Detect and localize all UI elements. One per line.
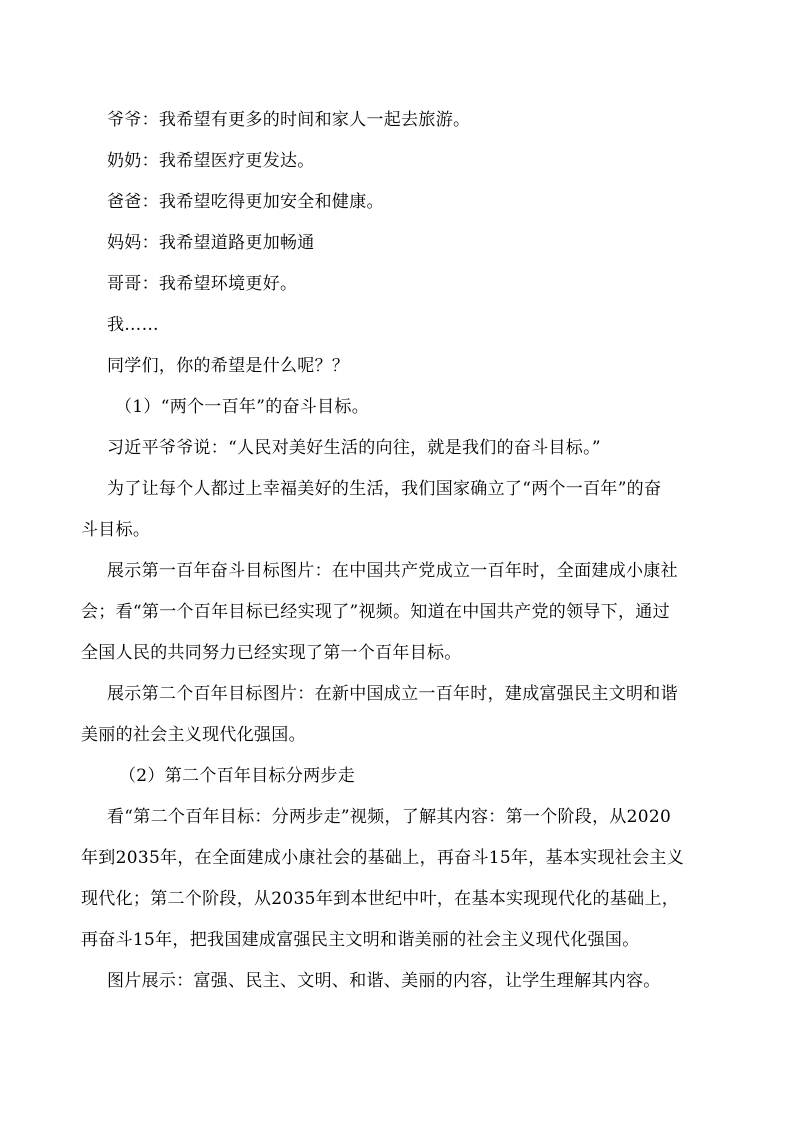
paragraph-4-line: 现代化；第二个阶段，从2035年到本世纪中叶，在基本实现现代化的基础上，	[81, 889, 680, 909]
dialogue-mom: 妈妈：我希望道路更加畅通	[107, 233, 315, 253]
section1-heading: （1）“两个一百年”的奋斗目标。	[115, 397, 369, 417]
paragraph-3-line: 展示第二个百年目标图片：在新中国成立一百年时，建成富强民主文明和谐	[107, 684, 678, 704]
paragraph-4-line: 年到2035年，在全面建成小康社会的基础上，再奋斗15年，基本实现社会主义	[81, 848, 684, 868]
question-text: 同学们，你的希望是什么呢？？	[107, 356, 350, 376]
section2-heading: （2）第二个百年目标分两步走	[119, 766, 356, 786]
paragraph-4-line: 再奋斗15年，把我国建成富强民主文明和谐美丽的社会主义现代化强国。	[81, 930, 640, 950]
dialogue-dad: 爸爸：我希望吃得更加安全和健康。	[107, 192, 384, 212]
paragraph-1-line: 为了让每个人都过上幸福美好的生活，我们国家确立了“两个一百年”的奋	[107, 479, 662, 499]
paragraph-1-line: 斗目标。	[81, 520, 151, 540]
paragraph-5: 图片展示：富强、民主、文明、和谐、美丽的内容，让学生理解其内容。	[107, 971, 661, 991]
dialogue-grandma: 奶奶：我希望医疗更发达。	[107, 151, 315, 171]
paragraph-2-line: 展示第一百年奋斗目标图片：在中国共产党成立一百年时，全面建成小康社	[107, 561, 678, 581]
paragraph-1	[81, 469, 727, 551]
paragraph-3-line: 美丽的社会主义现代化强国。	[81, 725, 306, 745]
dialogue-brother: 哥哥：我希望环境更好。	[107, 274, 298, 294]
dialogue-grandpa: 爷爷：我希望有更多的时间和家人一起去旅游。	[107, 110, 471, 130]
quote-text: 习近平爷爷说：“人民对美好生活的向往，就是我们的奋斗目标。”	[107, 438, 601, 458]
document-body	[81, 100, 727, 1002]
paragraph-2-line: 会；看“第一个百年目标已经实现了”视频。知道在中国共产党的领导下，通过	[81, 602, 670, 622]
paragraph-2-line: 全国人民的共同努力已经实现了第一个百年目标。	[81, 643, 462, 663]
paragraph-4-line: 看“第二个百年目标：分两步走”视频，了解其内容：第一个阶段，从2020	[107, 807, 672, 827]
dialogue-me: 我……	[107, 315, 159, 335]
paragraph-3	[81, 674, 727, 756]
paragraph-2	[81, 551, 727, 674]
paragraph-4	[81, 797, 727, 961]
